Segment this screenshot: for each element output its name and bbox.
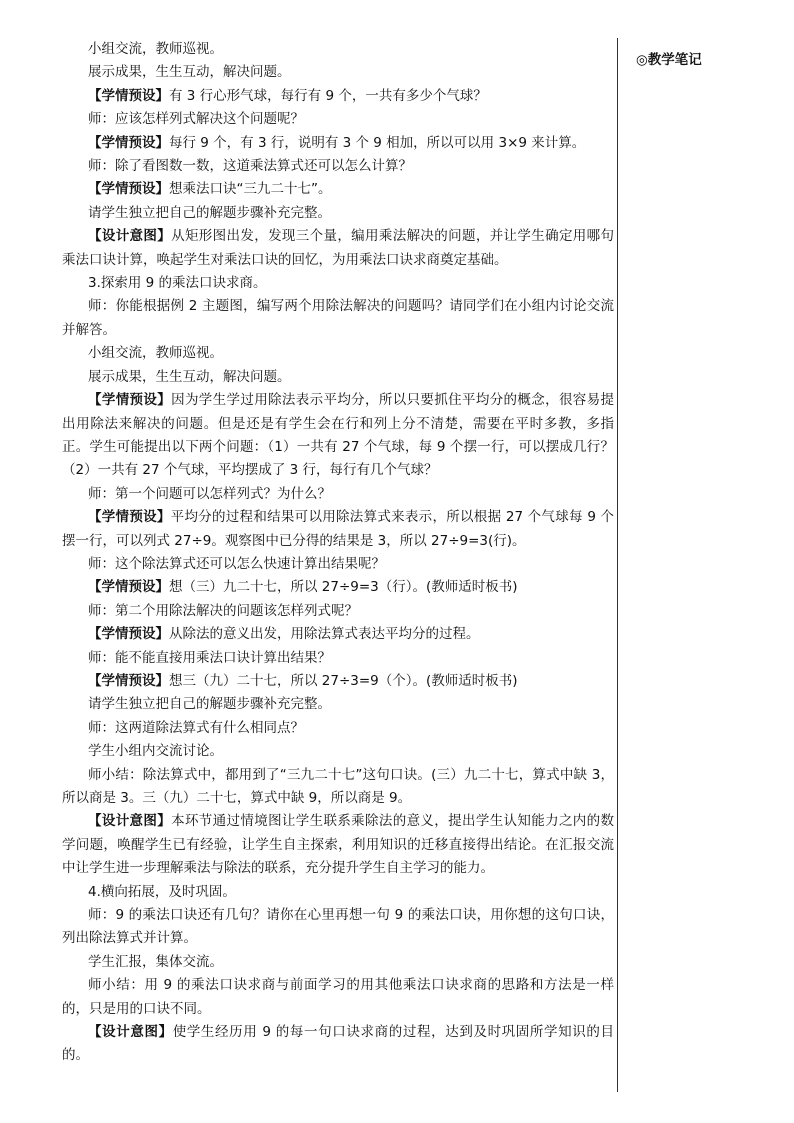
lesson-paragraph [62, 61, 614, 84]
lesson-paragraph [62, 717, 614, 740]
paragraph-text: 4.横向拓展，及时巩固。 [88, 883, 236, 900]
paragraph-tag: 【学情预设】 [88, 672, 169, 689]
lesson-paragraph [62, 108, 614, 131]
paragraph-text: 师：应该怎样列式解决这个问题呢？ [88, 111, 304, 128]
lesson-paragraph [62, 764, 614, 811]
lesson-paragraph [62, 623, 614, 646]
lesson-paragraph [62, 904, 614, 951]
lesson-paragraph [62, 647, 614, 670]
paragraph-text: 从矩形图出发，发现三个量，编用乘法解决的问题，并让学生确定用哪句乘法口诀计算，唤起学生对乘法口诀的回忆，为用乘法口诀求商奠定基础。 [62, 228, 615, 268]
paragraph-text: 每行 9 个，有 3 行，说明有 3 个 9 相加，所以可以用 3×9 来计算。 [169, 134, 586, 151]
lesson-paragraph [62, 389, 614, 483]
paragraph-text: 想三（九）二十七，所以 27÷3=9（个）。(教师适时板书) [169, 672, 518, 689]
lesson-paragraph [62, 670, 614, 693]
paragraph-text: 想（三）九二十七，所以 27÷9=3（行）。(教师适时板书) [169, 579, 518, 596]
paragraph-text: 因为学生学过用除法表示平均分，所以只要抓住平均分的概念，很容易提出用除法来解决的问题。但是还是有学生会在行和列上分不清楚，需要在平时多教，多指正。学生可能提出以下两个问题：（1）一共有 27 个气球，每 9 个摆一行，可以摆成几行？（2）一共有 27 个气球，平均摆成了 3 行，每行有几个气球？ [62, 392, 615, 479]
lesson-paragraph [62, 951, 614, 974]
lesson-paragraph [62, 553, 614, 576]
paragraph-text: 师：9 的乘法口诀还有几句？请你在心里再想一句 9 的乘法口诀，用你想的这句口诀，列出除法算式并计算。 [62, 907, 614, 947]
paragraph-text: 想乘法口诀“三九二十七”。 [169, 181, 332, 198]
paragraph-text: 平均分的过程和结果可以用除法算式来表示，所以根据 27 个气球每 9 个摆一行，可以列式 27÷9。观察图中已分得的结果是 3，所以 27÷9=3(行)。 [62, 509, 614, 549]
lesson-paragraph [62, 178, 614, 201]
lesson-body [62, 38, 614, 1068]
paragraph-text: 请学生独立把自己的解题步骤补充完整。 [88, 696, 331, 713]
lesson-paragraph [62, 974, 614, 1021]
notes-sidebar [636, 48, 766, 68]
lesson-paragraph [62, 155, 614, 178]
paragraph-text: 师：第一个问题可以怎样列式？为什么？ [88, 485, 331, 502]
lesson-paragraph [62, 85, 614, 108]
paragraph-text: 本环节通过情境图让学生联系乘除法的意义，提出学生认知能力之内的数学问题，唤醒学生已有经验，让学生自主探索，利用知识的迁移直接得出结论。在汇报交流中让学生进一步理解乘法与除法的联系，充分提升学生自主学习的能力。 [62, 813, 615, 877]
paragraph-tag: 【学情预设】 [88, 626, 169, 643]
paragraph-tag: 【学情预设】 [88, 579, 169, 596]
paragraph-text: 师：这两道除法算式有什么相同点？ [88, 719, 304, 736]
paragraph-tag: 【学情预设】 [88, 509, 171, 526]
paragraph-tag: 【学情预设】 [88, 87, 169, 104]
lesson-paragraph [62, 272, 614, 295]
lesson-paragraph [62, 740, 614, 763]
notes-title: ◎教学笔记 [636, 52, 702, 68]
paragraph-text: 师：能不能直接用乘法口诀计算出结果？ [88, 649, 331, 666]
lesson-paragraph [62, 225, 614, 272]
paragraph-text: 3.探索用 9 的乘法口诀求商。 [88, 275, 267, 292]
paragraph-text: 师：这个除法算式还可以怎么快速计算出结果呢？ [88, 555, 385, 572]
column-divider [617, 38, 618, 1092]
lesson-paragraph [62, 810, 614, 880]
lesson-paragraph [62, 202, 614, 225]
paragraph-tag: 【设计意图】 [88, 228, 172, 245]
lesson-paragraph [62, 600, 614, 623]
paragraph-text: 学生小组内交流讨论。 [88, 743, 223, 760]
paragraph-text: 请学生独立把自己的解题步骤补充完整。 [88, 204, 331, 221]
lesson-paragraph [62, 38, 614, 61]
lesson-paragraph [62, 132, 614, 155]
paragraph-text: 师小结：除法算式中，都用到了“三九二十七”这句口诀。(三）九二十七，算式中缺 3，所以商是 3。三（九）二十七，算式中缺 9，所以商是 9。 [62, 766, 614, 806]
lesson-paragraph [62, 342, 614, 365]
paragraph-text: 展示成果，生生互动，解决问题。 [88, 64, 291, 81]
lesson-paragraph [62, 483, 614, 506]
paragraph-text: 展示成果，生生互动，解决问题。 [88, 368, 291, 385]
lesson-paragraph [62, 1021, 614, 1068]
lesson-paragraph [62, 366, 614, 389]
lesson-paragraph [62, 576, 614, 599]
lesson-paragraph [62, 506, 614, 553]
paragraph-text: 从除法的意义出发，用除法算式表达平均分的过程。 [169, 626, 480, 643]
paragraph-tag: 【学情预设】 [88, 134, 169, 151]
paragraph-tag: 【设计意图】 [88, 813, 172, 830]
paragraph-text: 师：除了看图数一数，这道乘法算式还可以怎么计算？ [88, 158, 412, 175]
lesson-paragraph [62, 295, 614, 342]
paragraph-text: 小组交流，教师巡视。 [88, 345, 223, 362]
lesson-paragraph [62, 693, 614, 716]
paragraph-text: 小组交流，教师巡视。 [88, 41, 223, 57]
paragraph-tag: 【学情预设】 [88, 181, 169, 198]
paragraph-text: 师：第二个用除法解决的问题该怎样列式呢？ [88, 602, 358, 619]
paragraph-text: 有 3 行心形气球，每行有 9 个，一共有多少个气球？ [169, 87, 487, 104]
paragraph-text: 师：你能根据例 2 主题图，编写两个用除法解决的问题吗？请同学们在小组内讨论交流并解答。 [62, 298, 614, 338]
paragraph-text: 学生汇报，集体交流。 [88, 953, 223, 970]
paragraph-text: 师小结：用 9 的乘法口诀求商与前面学习的用其他乘法口诀求商的思路和方法是一样的，只是用的口诀不同。 [62, 977, 614, 1017]
paragraph-tag: 【设计意图】 [88, 1024, 173, 1041]
lesson-paragraph [62, 881, 614, 904]
paragraph-tag: 【学情预设】 [88, 392, 172, 409]
paragraph-text: 使学生经历用 9 的每一句口诀求商的过程，达到及时巩固所学知识的目的。 [62, 1024, 615, 1064]
